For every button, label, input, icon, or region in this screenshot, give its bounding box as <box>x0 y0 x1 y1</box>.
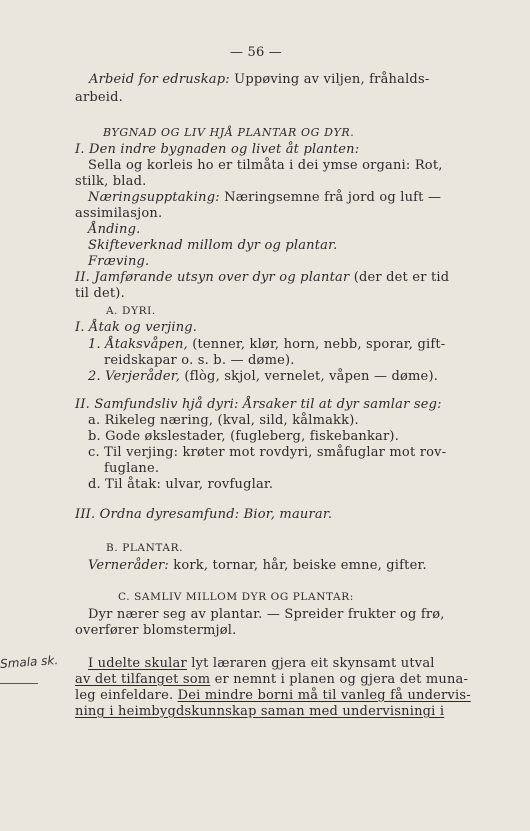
section-ii-cont: til det). <box>75 286 125 301</box>
samliv-line1: Dyr nærer seg av plantar. — Spreider frukter og frø, <box>88 607 445 622</box>
closing-text-3: leg einfeldare. <box>75 688 178 703</box>
verneraader-label: Verneråder: <box>88 558 169 573</box>
skifteverknad: Skifteverknad millom dyr og plantar. <box>88 238 338 253</box>
naering-line <box>88 190 441 205</box>
fraeving: Fræving. <box>88 254 150 269</box>
naering-label: Næringsupptaking: <box>88 190 220 205</box>
closing-line3 <box>75 688 471 703</box>
ordna-dyresamfund: III. Ordna dyresamfund: Bior, maurar. <box>75 507 333 522</box>
plantar-heading: B. PLANTAR. <box>106 542 184 554</box>
naering-text: Næringsemne frå jord og luft — <box>219 190 442 205</box>
samliv-heading: C. SAMLIV MILLOM DYR OG PLANTAR: <box>118 591 354 603</box>
handwritten-margin-note: Smala sk. <box>0 652 59 672</box>
anding: Ånding. <box>88 222 141 237</box>
samfund-c: c. Til verjing: krøter mot rovdyri, småfuglar mot rov- <box>88 445 447 460</box>
intro-cont: arbeid. <box>75 90 123 105</box>
section-ii-title <box>75 270 449 285</box>
intro-text: Uppøving av viljen, fråhalds- <box>229 72 430 87</box>
atak-item1 <box>88 337 445 352</box>
atak-item1-cont: reidskapar o. s. b. — døme). <box>104 353 295 368</box>
samfund-b: b. Gode økslestader, (fugleberg, fiskebankar). <box>88 429 400 444</box>
section-ii-title-rest: (der det er tid <box>349 270 450 285</box>
closing-line2 <box>75 672 468 687</box>
closing-line4: ning i heimbygdskunnskap saman med undervisningi i <box>75 704 445 719</box>
atak-item2-text: (flòg, skjol, vernelet, våpen — døme). <box>180 369 439 384</box>
verneraader-text: kork, tornar, hår, beiske emne, gifter. <box>168 558 427 573</box>
samfund-title: II. Samfundsliv hjå dyri: Årsaker til at dyr samlar seg: <box>75 397 442 412</box>
closing-text-2: er nemnt i planen og gjera det muna- <box>210 672 469 687</box>
margin-underline <box>0 683 38 684</box>
intro-line <box>89 72 429 87</box>
section-ii-title-it: II. Jamførande utsyn over dyr og plantar <box>75 270 350 285</box>
section-i-line2: stilk, blad. <box>75 174 147 189</box>
atak-item2-label: 2. Verjeråder, <box>88 369 181 384</box>
samfund-d: d. Til åtak: ulvar, rovfuglar. <box>88 477 274 492</box>
closing-underlined-3: Dei mindre borni må til vanleg få undervis- <box>177 688 471 703</box>
closing-line1 <box>88 656 435 671</box>
atak-item2 <box>88 369 438 384</box>
closing-underlined-2: av det tilfanget som <box>75 672 211 687</box>
section-heading: BYGNAD OG LIV HJÅ PLANTAR OG DYR. <box>103 126 355 139</box>
samliv-line2: overfører blomstermjøl. <box>75 623 237 638</box>
closing-underlined-1: I udelte skular <box>88 656 187 671</box>
closing-text-1: lyt læraren gjera eit skynsamt utval <box>186 656 435 671</box>
atak-item1-text: (tenner, klør, horn, nebb, sporar, gift- <box>187 337 446 352</box>
samfund-a: a. Rikeleg næring, (kval, sild, kålmakk). <box>88 413 359 428</box>
dyri-heading: A. DYRI. <box>106 305 156 317</box>
atak-item1-label: 1. Åtaksvåpen, <box>88 337 188 352</box>
section-i-line1: Sella og korleis ho er tilmåta i dei ymse organi: Rot, <box>88 158 443 173</box>
naering-cont: assimilasjon. <box>75 206 163 221</box>
page-number: — 56 — <box>230 45 283 60</box>
section-i-title: I. Den indre bygnaden og livet åt planten: <box>75 142 360 157</box>
atak-title: I. Åtak og verjing. <box>75 320 198 335</box>
intro-label: Arbeid for edruskap: <box>89 72 230 87</box>
verneraader-line <box>88 558 427 573</box>
samfund-c-cont: fuglane. <box>104 461 160 476</box>
